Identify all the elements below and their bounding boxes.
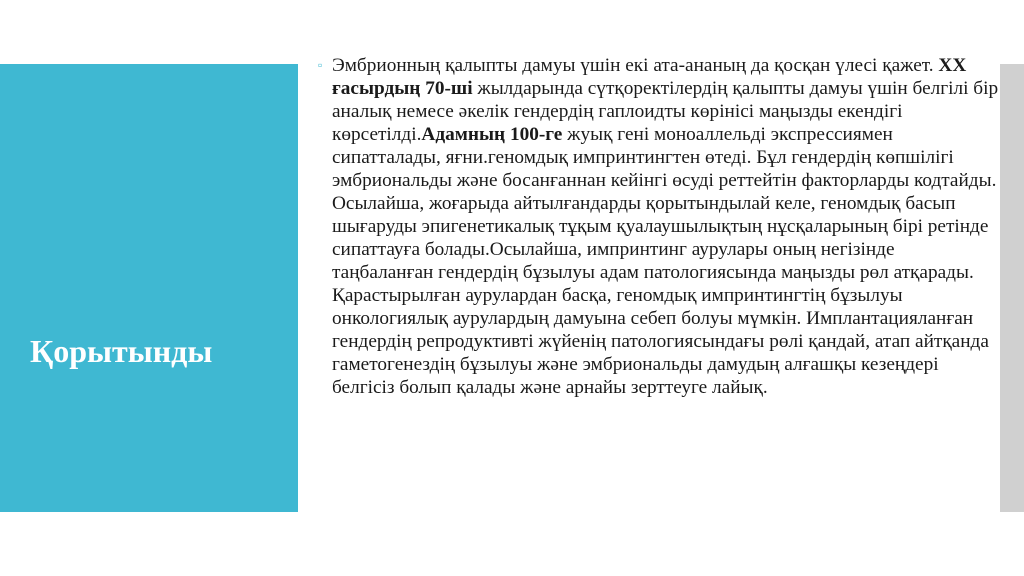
slide-title: Қорытынды bbox=[30, 333, 213, 369]
side-decoration-bar bbox=[1000, 64, 1024, 512]
content-area bbox=[318, 54, 1000, 554]
paragraph-text-2: жылдарында сүтқоректілердің қалыпты дамуы үшін белгілі бір аналық немесе әкелік гендердің гаплоидты көрінісі маңызды екендігі көрсетілді. bbox=[332, 78, 999, 145]
paragraph-bold-1: ХХ ғасырдың 70-ші bbox=[332, 55, 967, 99]
bullet-dot-icon: ▫ bbox=[318, 58, 323, 72]
title-panel bbox=[0, 64, 298, 512]
paragraph-text-1: Эмбрионның қалыпты дамуы үшін екі ата-ананың да қосқан үлесі қажет. bbox=[332, 55, 939, 76]
paragraph-text-3: жуық гені моноаллельді экспрессиямен сипатталады, яғни.геномдық импринтингтен өтеді. Бұл гендердің көпшілігі эмбриональды және босанғаннан кейінгі өсуді реттейтін факторларды кодтайды. Осылайша, жоғарыда айтылғандарды қорытындылай келе, геномдық басып шығаруды эпигенетикалық тұқым қуалаушылықтың нұсқаларының бірі ретінде сипаттауға болады.Осылайша, импринтинг аурулары оның негізінде таңбаланған гендердің бұзылуы адам патологиясында маңызды рөл атқарады. Қарастырылған аурулардан басқа, геномдық импринтингтің бұзылуы онкологиялық аурулардың дамуына себеп болуы мүмкін. Имплантацияланған гендердің репродуктивті жүйенің патологиясындағы рөлі қандай, атап айтқанда гаметогенездің бұзылуы және эмбриональды дамудың алғашқы кезеңдері белгісіз болып қалады және арнайы зерттеуге лайық. bbox=[332, 124, 997, 398]
paragraph-bold-2: Адамның 100-ге bbox=[421, 124, 563, 145]
body-paragraph bbox=[332, 54, 1000, 399]
